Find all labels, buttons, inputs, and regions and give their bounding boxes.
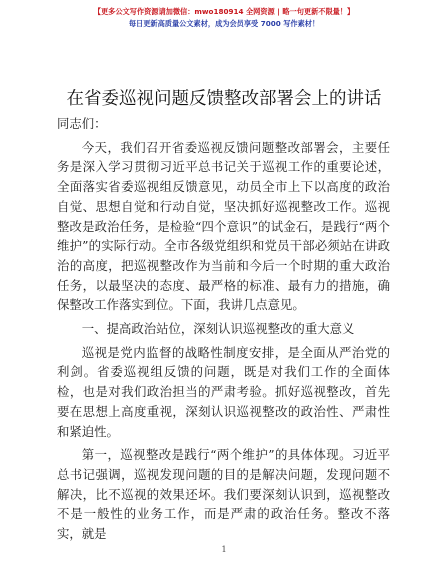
greeting: 同志们： [57,116,107,131]
document-body [57,114,390,544]
section-heading-1: 一、提高政治站位，深刻认识巡视整改的重大意义 [81,321,355,337]
paragraph-intro: 今天，我们召开省委巡视反馈问题整改部署会，主要任务是深入学习贯彻习近平总书记关于巡视工作的重要论述，全面落实省委巡视组反馈意见，动员全市上下以高度的政治自觉、思想自觉和行动自觉，坚决抓好巡视整改工作。巡视整改是政治任务，是检验“四个意识”的试金石，是践行“两个维护”的实际行动。全市各级党组织和党员干部必须站在讲政治的高度，把巡视整改作为当前和今后一个时期的重大政治任务，以最坚决的态度、最严格的标准、最有力的措施，确保整改工作落实到位。下面，我讲几点意见。 [57,139,390,313]
document-title: 在省委巡视问题反馈整改部署会上的讲话 [66,89,382,109]
paragraph-point-1: 第一，巡视整改是践行“两个维护”的具体体现。习近平总书记强调，巡视发现问题的目的是解决问题，发现问题不解决，比不巡视的效果还坏。我们要深刻认识到，巡视整改不是一般性的业务工作，而是严肃的政治任务。整改不落实，就是 [57,447,390,542]
paragraph-section-1: 巡视是党内监督的战略性制度安排，是全面从严治党的利剑。省委巡视组反馈的问题，既是对我们工作的全面体检，也是对我们政治担当的严肃考验。抓好巡视整改，首先要在思想上高度重视，深刻认识巡视整改的政治性、严肃性和紧迫性。 [57,344,390,439]
promo-banner [0,6,448,30]
promo-banner-line-2: 每日更新高质量公文素材，成为会员享受 7000 写作素材！ [128,19,320,28]
page-number: 1 [221,545,227,554]
promo-banner-line-1: 【更多公文写作资源请加微信：mwo180914 全网资源 | 略一句更新不限量！】 [93,7,355,16]
